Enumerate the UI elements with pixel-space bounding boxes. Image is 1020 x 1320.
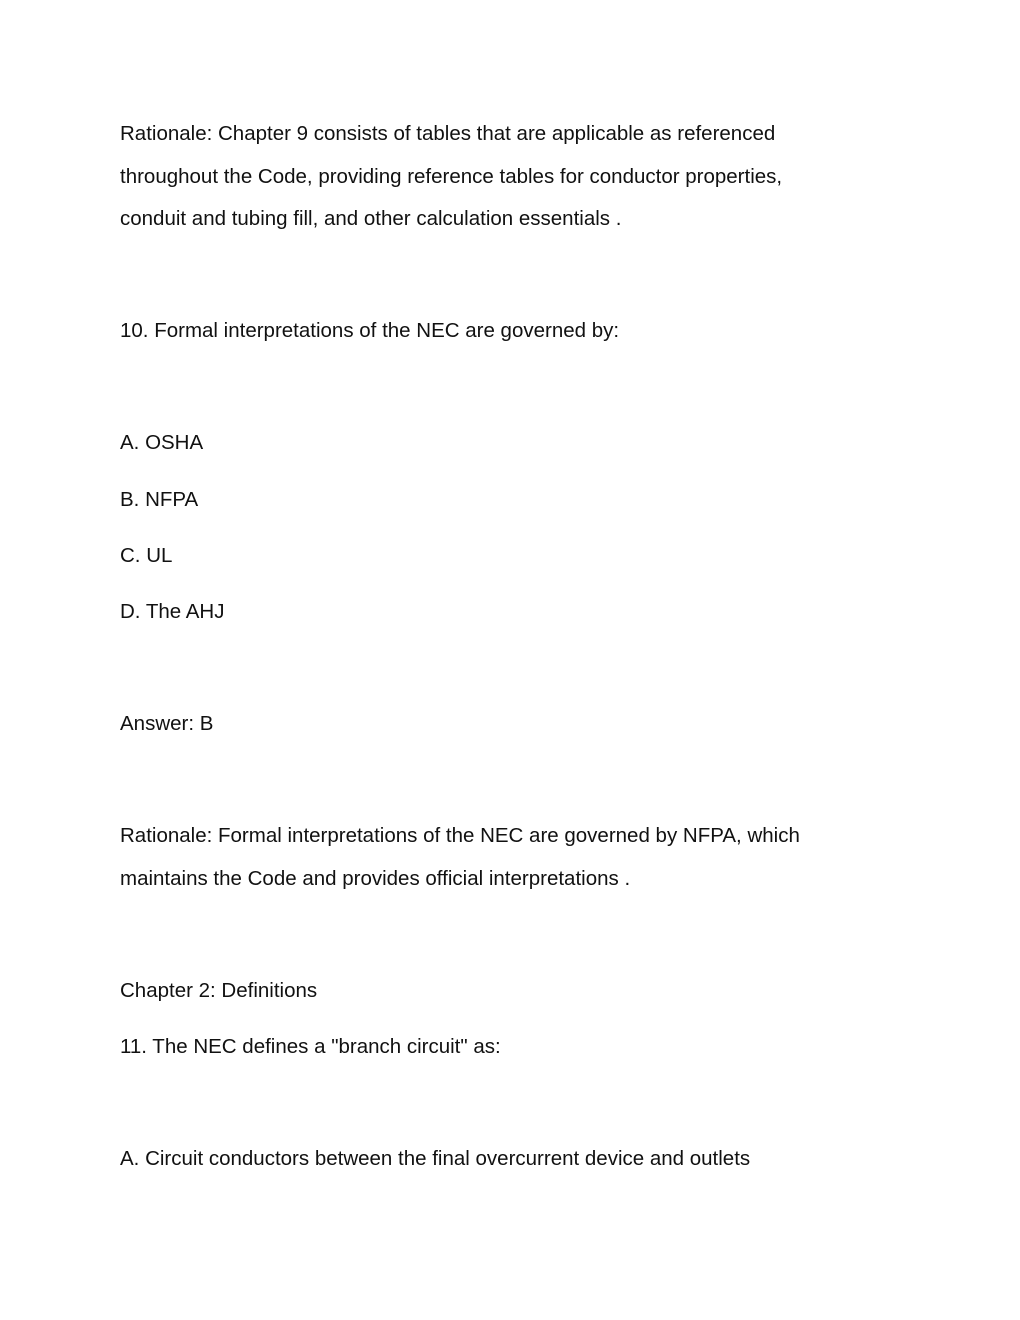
- question-10-option-c: C. UL: [120, 544, 173, 567]
- question-10-option-a: A. OSHA: [120, 431, 204, 454]
- question-10-text: 10. Formal interpretations of the NEC are governed by:: [120, 319, 620, 342]
- question-10-option-d: D. The AHJ: [120, 600, 225, 623]
- rationale-9-line-2: throughout the Code, providing reference tables for conductor properties,: [120, 165, 783, 188]
- rationale-9-line-1: Rationale: Chapter 9 consists of tables that are applicable as referenced: [120, 122, 776, 145]
- question-11-option-a: A. Circuit conductors between the final overcurrent device and outlets: [120, 1147, 751, 1170]
- question-10-answer: Answer: B: [120, 712, 214, 735]
- question-10-rationale-line-1: Rationale: Formal interpretations of the NEC are governed by NFPA, which: [120, 824, 800, 847]
- question-10-rationale-line-2: maintains the Code and provides official interpretations .: [120, 867, 631, 890]
- rationale-9-line-3: conduit and tubing fill, and other calculation essentials .: [120, 207, 622, 230]
- question-10-option-b: B. NFPA: [120, 488, 199, 511]
- question-11-text: 11. The NEC defines a "branch circuit" as:: [120, 1035, 501, 1058]
- chapter-heading: Chapter 2: Definitions: [120, 979, 318, 1002]
